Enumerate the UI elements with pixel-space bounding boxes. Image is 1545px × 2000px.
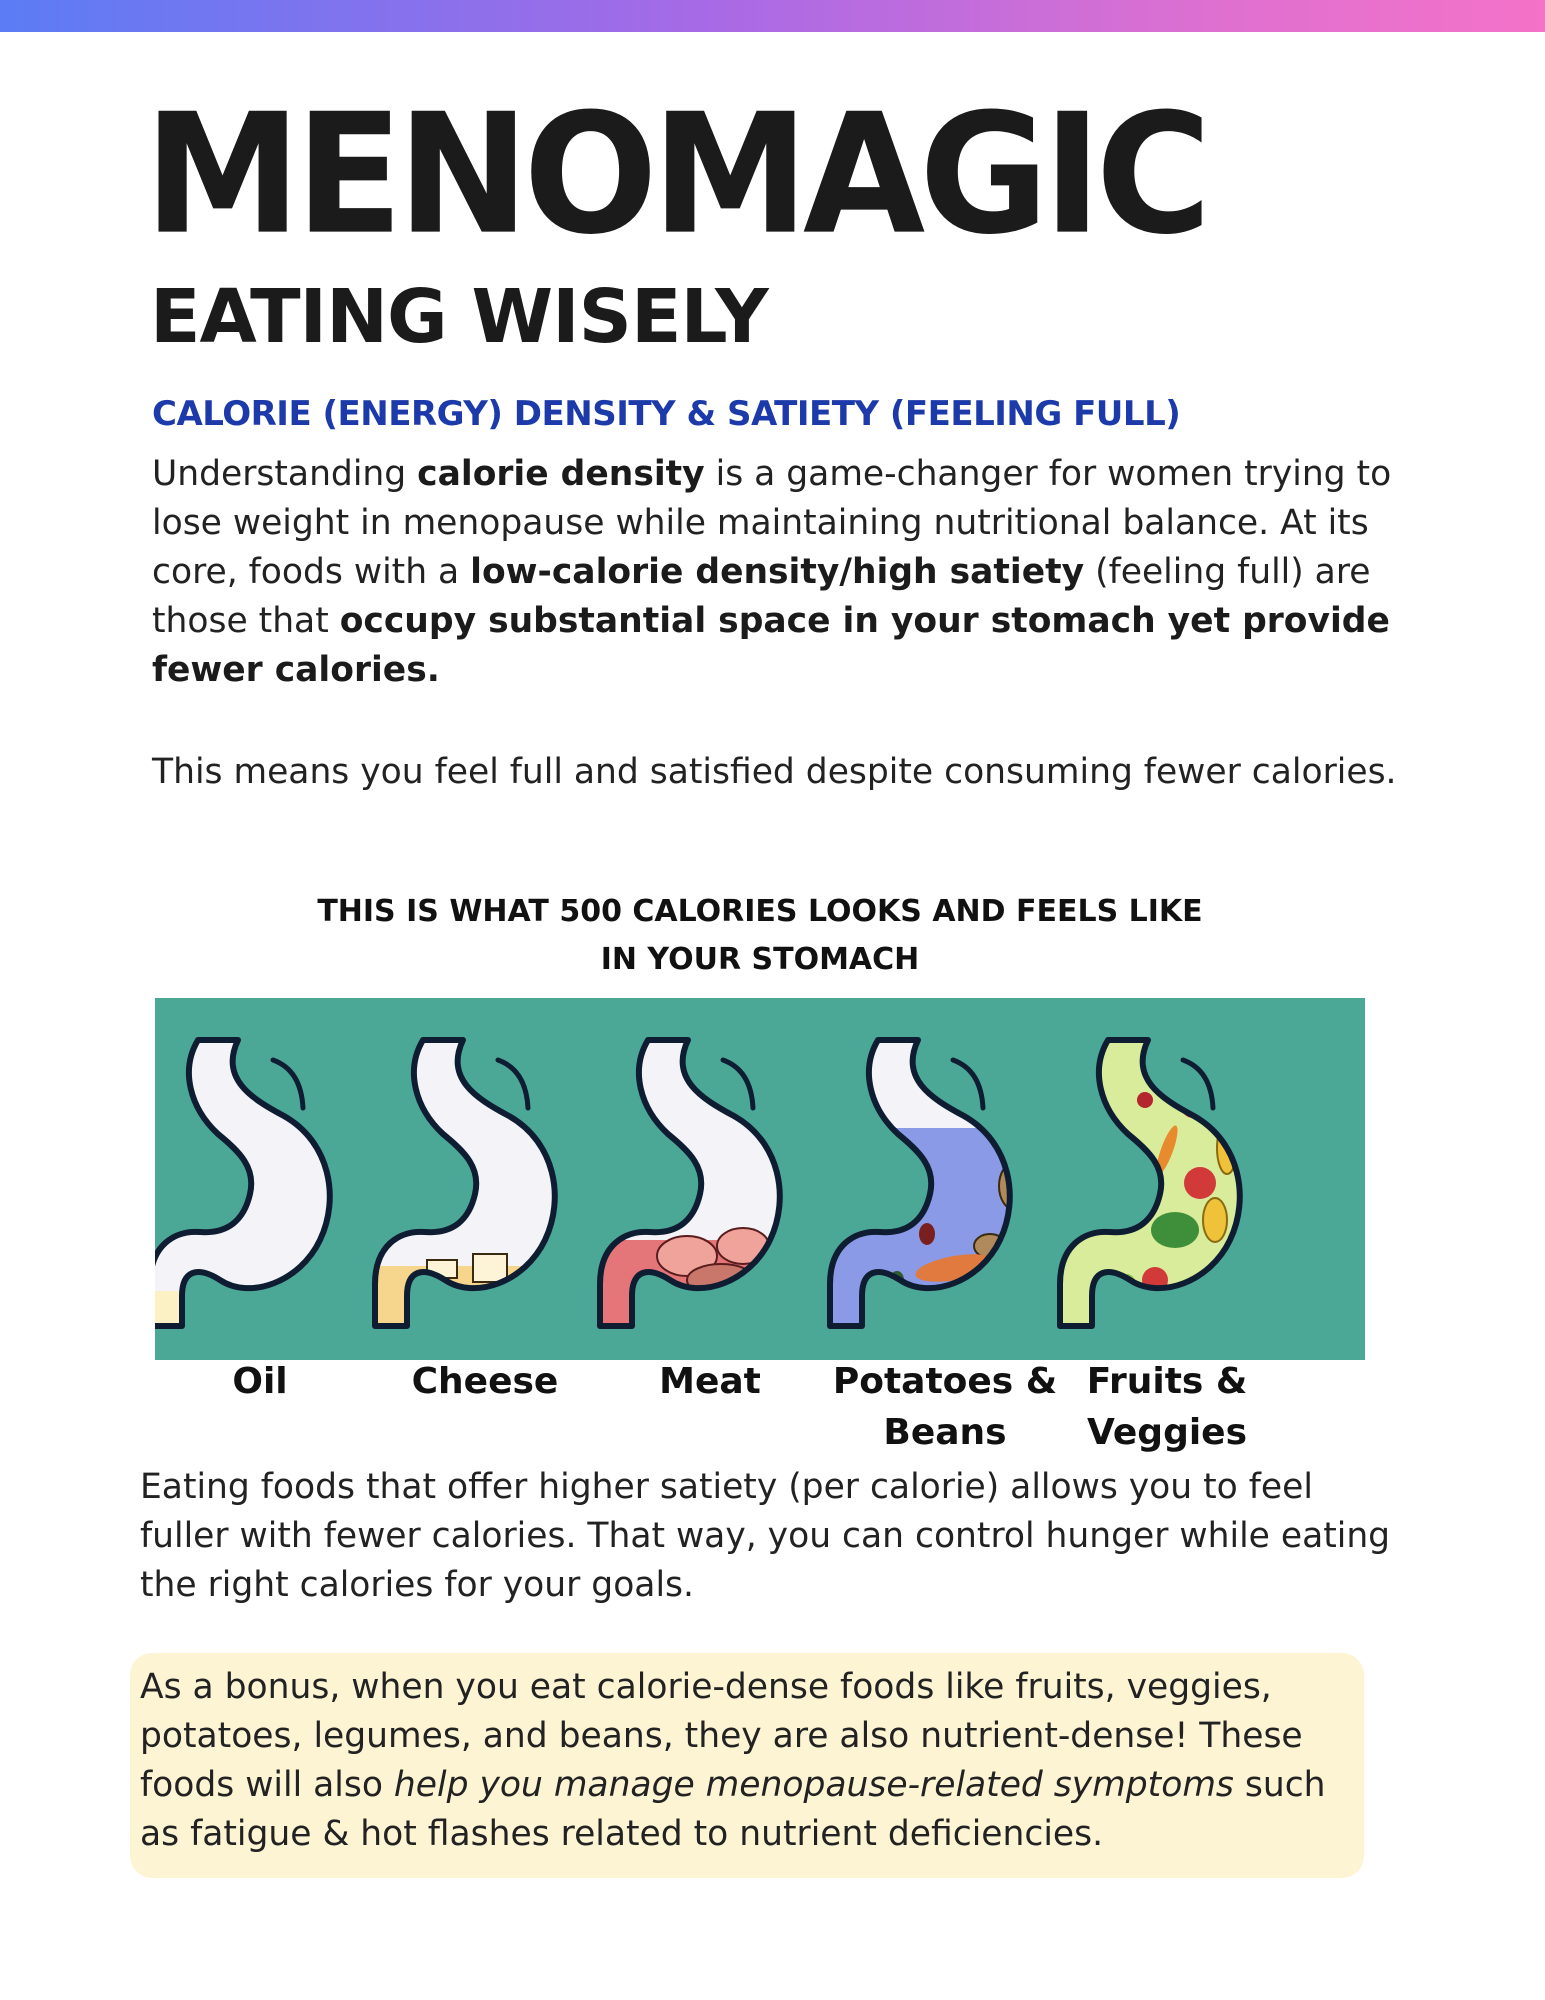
stomach-fruits-veggies: [1035, 1038, 1275, 1360]
label-oil: Oil: [232, 1361, 288, 1402]
label-cheese: Cheese: [411, 1361, 559, 1402]
page-subtitle: EATING WISELY: [150, 274, 768, 360]
stomach-potatoes-beans: [805, 1040, 1062, 1360]
stomach-oil: [155, 1040, 375, 1360]
label-fruits-veggies: Fruits & Veggies: [1086, 1361, 1248, 1453]
summary-paragraph: This means you feel full and satisfied despite consuming fewer calories.: [152, 752, 1397, 792]
bonus-callout: [130, 1653, 1364, 1878]
top-gradient-bar: [0, 0, 1545, 32]
intro-paragraph: Understanding calorie density is a game-changer for women trying to lose weight in menopause while maintaining nutritional balance. At its core, foods with a low-calorie density/high satiety (feeling full) are those that occupy substantial space in your stomach yet provide fewer calories.: [152, 454, 1392, 690]
satiety-paragraph: Eating foods that offer higher satiety (per calorie) allows you to feel fuller with fewer calories. That way, you can control hunger while eating the right calories for your goals.: [140, 1467, 1391, 1605]
stomach-meat: [575, 1040, 815, 1360]
callout-text: As a bonus, when you eat calorie-dense foods like fruits, veggies, potatoes, legumes, and beans, they are also nutrient-dense! These foods will also help you manage menopause-related symptoms such as fatigue & hot flashes related to nutrient deficiencies.: [140, 1667, 1326, 1854]
section-heading: CALORIE (ENERGY) DENSITY & SATIETY (FEELING FULL): [152, 394, 1181, 434]
label-meat: Meat: [659, 1361, 761, 1402]
stomach-labels: [155, 1356, 1365, 1466]
label-potatoes-beans: Potatoes & Beans: [832, 1361, 1058, 1453]
stomach-cheese: [355, 1040, 595, 1360]
illustration-caption: THIS IS WHAT 500 CALORIES LOOKS AND FEELS LIKE IN YOUR STOMACH: [317, 894, 1203, 977]
stomach-illustration: [155, 998, 1365, 1360]
brand-title: MENOMAGIC: [144, 78, 1206, 272]
